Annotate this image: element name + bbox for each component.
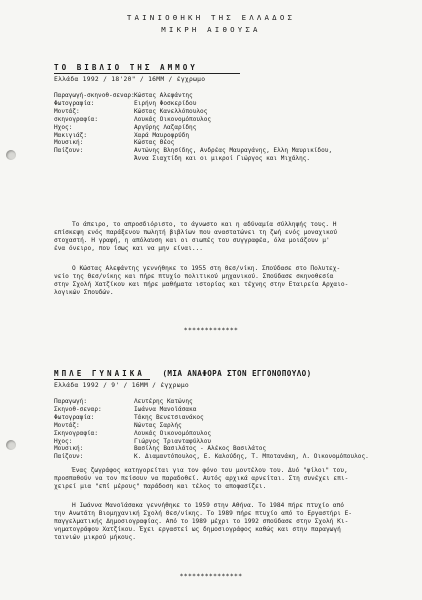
text-line: προσπαθούν να τον πείσουν να παραδοθεί. Αυτός αρχικά αρνείται. Στη συνέχει επι- (54, 475, 349, 483)
credit-role: Φωτογραφία: (54, 413, 95, 421)
credit-role: Μοντάζ: (54, 421, 80, 429)
film1-bio (54, 265, 394, 297)
credit-role: Ηχος: (54, 437, 73, 445)
credit-name: Χαρά Μαυροφρύδη (134, 131, 190, 139)
credit-name: Αντώνης Βλησίδης, Ανδρέας Μαυραγάνης, Ελλη Μαυρικίδου, (134, 147, 333, 155)
film2-title: ΜΠΛΕ ΓΥΝΑΙΚΑ (54, 369, 145, 378)
credit-row (54, 453, 369, 461)
credit-row (54, 398, 369, 406)
text-line: Ένας ζωγράφος κατηγορείται για τον φόνο του μοντέλου του. Δυό "φίλοι" του, (72, 467, 348, 474)
film2-meta: Ελλάδα 1992 / 9' / 16ΜΜ / έγχρωμο (54, 382, 190, 389)
credit-name: Νώντας Σαρλής (134, 421, 182, 429)
text-line: ένα όνειρο, που ίσως και να μην είναι... (54, 245, 204, 253)
credit-role: Παραγωγή-σκηνοθ-σεναρ: (54, 92, 135, 99)
film1-title: ΤΟ ΒΙΒΛΙΟ ΤΗΣ ΑΜΜΟΥ (54, 63, 198, 72)
credit-row (54, 116, 332, 124)
text-line: Ο Κώστας Αλεφάντης γεννήθηκε το 1955 στη Θεσ/νίκη. Σπούδασε στο Πολυτεχ- (72, 265, 341, 272)
credit-row (54, 100, 332, 108)
credit-row (54, 430, 369, 438)
film1-meta: Ελλάδα 1992 / 18'20" / 16ΜΜ / έγχρωμο (54, 76, 206, 83)
credit-row (54, 406, 369, 414)
binder-hole-bottom (6, 440, 16, 450)
credit-name: Τάκης Βενετσιανάκος (134, 413, 204, 421)
credit-row (54, 92, 332, 100)
text-line: νηματογράφου Χατζίκου. Έχει εργαστεί ως δημοσιογράφος καθώς και στην παραγωγή (54, 526, 341, 534)
text-line: λογικών Σπουδών. (54, 289, 114, 297)
credit-name: Ειρήνη Φοσκερίδου (134, 99, 197, 107)
credit-role: Παίζουν: (54, 147, 84, 155)
credit-name: Κώστας Κανελλόπουλος (134, 107, 208, 115)
credit-role: Μουσική: (54, 139, 84, 147)
film2-title-line (54, 369, 312, 378)
credit-role: Σκηνογραφία: (54, 429, 99, 437)
credit-row (54, 422, 369, 430)
film2-bio (54, 502, 394, 542)
credit-name: Γιώργος Τριανταφύλλου (134, 437, 212, 445)
credit-row (54, 414, 369, 422)
text-line: στοχαστή. Η γραφή, η απόλαυση και οι σιωπές του συγγραφέα, όλα μοιάζουν μ' (54, 237, 330, 245)
credit-row (54, 124, 332, 132)
film1-credits (54, 92, 332, 163)
credit-row (54, 108, 332, 116)
header-org: ΤΑΙΝΙΟΘΗΚΗ ΤΗΣ ΕΛΛΑΔΟΣ (126, 13, 296, 22)
text-line: ταινιών μικρού μήκους. (54, 534, 136, 542)
credit-name: Λουκάς Οικονομόπουλος (134, 429, 212, 437)
credit-role: Σκηνοθ-σεναρ: (54, 405, 102, 413)
separator-1: ************* (183, 327, 239, 334)
credit-role: σκηνογραφία: (54, 115, 99, 123)
text-line: νείο της Θεσ/νίκης και πήρε πτυχίο πολιτικού μηχανικού. Σπούδασε σκηνοθεσία (54, 273, 334, 281)
text-line: την Ανωτάτη Βιομηχανική Σχολή Θεσ/νίκης. Το 1989 πήρε πτυχίο από το Εργαστήρι Ε- (54, 510, 353, 518)
text-line: Η Ιωάννα Μανοϊάσακα γεννήθηκε το 1959 στην Αθήνα. Το 1984 πήρε πτυχίο από (72, 502, 344, 509)
credit-role: Φωτογραφία: (54, 99, 95, 107)
credit-row (54, 132, 332, 140)
credit-name: Κ. Διαμαντόπουλος, Ε. Καλούδης, Τ. Μποτανάκη, Λ. Οικονομόπουλος. (134, 453, 369, 461)
credit-role: Μακιγιάζ: (54, 131, 88, 139)
credit-role: Ηχος: (54, 123, 73, 131)
film1-synopsis (54, 221, 394, 253)
header-sub: ΜΙΚΡΗ ΑΙΘΟΥΣΑ (161, 25, 261, 34)
credit-role: Μοντάζ: (54, 107, 80, 115)
film2-title-underline (54, 379, 150, 380)
credit-name: Κώστας Θέος (134, 139, 175, 147)
credit-name: Άννα Σιαχτίδη και οι μικροί Γιώργος και Μιχάλης. (134, 155, 311, 163)
binder-hole-top (6, 150, 16, 160)
credit-name: Κώστας Αλεφάντης (134, 92, 193, 99)
film1-title-underline (54, 73, 240, 74)
credit-name: Λουκάς Οικονομόπουλος (134, 115, 212, 123)
separator-2: *************** (179, 573, 243, 580)
text-line: χειρεί μια "επί μέρους" παράδοση και τέλος το αποφασίζει. (54, 483, 267, 491)
text-line: επίσκεψη ενός παράξενου πωλητή βιβλίων που αναστατώνει τη ζωή ενός μοναχικού (54, 229, 338, 237)
film2-annotation: (ΜΙΑ ΑΝΑΦΟΡΑ ΣΤΟΝ ΕΓΓΟΝΟΠΟΥΛΟ) (162, 369, 312, 378)
credit-name: Λευτέρης Κατώνης (134, 398, 193, 405)
film2-synopsis (54, 467, 394, 491)
credit-name: Ιωάννα Μανοϊάσακα (134, 405, 197, 413)
credit-name: Βασίλης Βασιλάτος - Αλέκος Βασιλάτος (134, 445, 267, 453)
credit-row (54, 155, 332, 163)
text-line: παγγελματικής Δημοσιογραφίας. Από το 1989 μέχρι το 1992 σπούδασε στην Σχολή Κι- (54, 518, 349, 526)
credit-name: Αργύρης Λαζαρίδης (134, 123, 197, 131)
credit-role: Μουσική: (54, 445, 84, 453)
film2-credits (54, 398, 369, 461)
credit-role (54, 155, 134, 163)
text-line: στην Σχολή Χατζίκου και πήρε μαθήματα ιστορίας και τέχνης στην Εταιρεία Αρχαιο- (54, 281, 349, 289)
credit-role: Παραγωγή: (54, 398, 88, 405)
credit-role: Παίζουν: (54, 453, 84, 461)
text-line: Το άπειρο, το απροσδιόριστο, το άγνωστο και η αδύναμία σύλληψής τους. Η (72, 221, 337, 228)
